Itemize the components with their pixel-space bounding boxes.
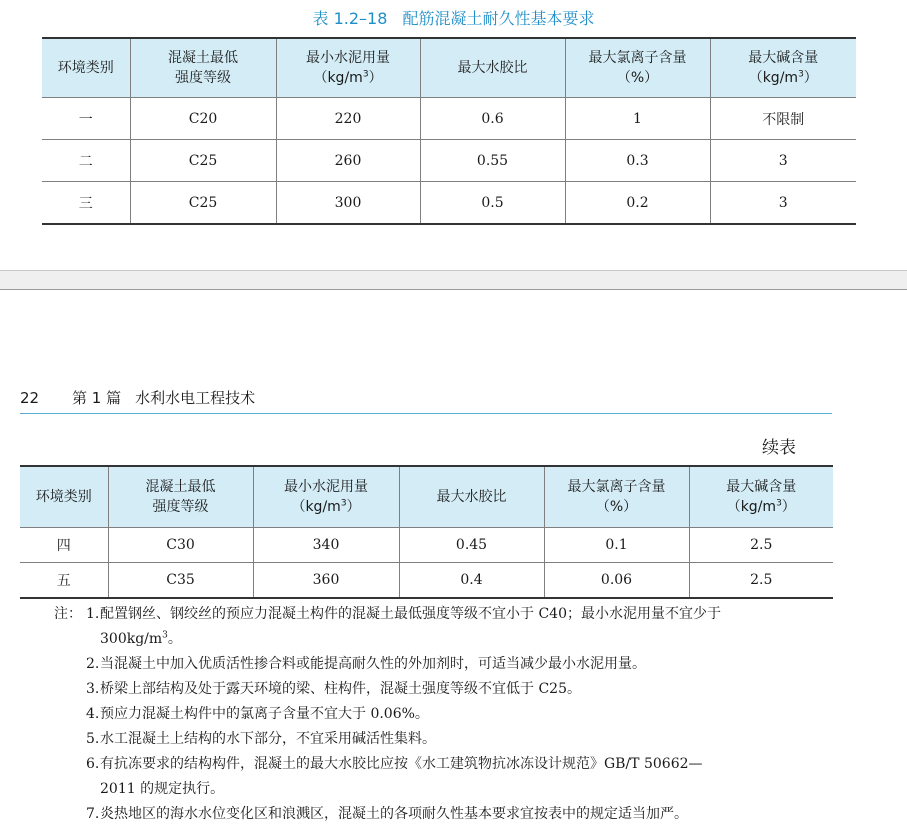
table-title: [0, 6, 907, 32]
cell-water-binder: 0.55: [420, 140, 565, 182]
cell-grade: C30: [108, 528, 253, 563]
cell-cement: 300: [276, 182, 420, 225]
header-water-binder: 最大水胶比: [420, 38, 565, 98]
header-grade: 混凝土最低 强度等级: [108, 466, 253, 528]
cell-env: 一: [42, 98, 130, 140]
cell-env: 二: [42, 140, 130, 182]
table-header-row: [20, 466, 833, 528]
table-number: 表 1.2–18: [312, 9, 388, 28]
table-notes: [54, 602, 844, 827]
header-grade: 混凝土最低 强度等级: [130, 38, 276, 98]
cell-chloride: 0.1: [544, 528, 689, 563]
cell-cement: 340: [253, 528, 399, 563]
cell-cement: 360: [253, 563, 399, 599]
header-water-binder: 最大水胶比: [399, 466, 544, 528]
table-row: [42, 182, 856, 225]
note-item: 7. 炎热地区的海水水位变化区和浪溅区，混凝土的各项耐久性基本要求宜按表中的规定适当加严。: [86, 806, 688, 822]
cell-chloride: 0.06: [544, 563, 689, 599]
header-env: 环境类别: [42, 38, 130, 98]
cell-water-binder: 0.6: [420, 98, 565, 140]
page-header: [20, 387, 832, 414]
cell-alkali: 2.5: [689, 563, 833, 599]
table-row: [42, 140, 856, 182]
header-env: 环境类别: [20, 466, 108, 528]
cell-cement: 260: [276, 140, 420, 182]
table-row: [42, 98, 856, 140]
cell-alkali: 2.5: [689, 528, 833, 563]
table-row: [20, 528, 833, 563]
cell-grade: C25: [130, 182, 276, 225]
cell-chloride: 0.3: [565, 140, 710, 182]
header-alkali: 最大碱含量 $(kg/m^3)$: [710, 38, 856, 98]
cell-water-binder: 0.45: [399, 528, 544, 563]
header-alkali: 最大碱含量 $(kg/m^3)$: [689, 466, 833, 528]
header-chloride: 最大氯离子含量 （%）: [544, 466, 689, 528]
cell-water-binder: 0.5: [420, 182, 565, 225]
cell-alkali: 3: [710, 182, 856, 225]
note-item: 1. 配置钢丝、钢绞丝的预应力混凝土构件的混凝土最低强度等级不宜小于 C40；最小水泥用量不宜少于 $300kg/m^3$。: [86, 606, 721, 647]
cell-grade: C20: [130, 98, 276, 140]
notes-lead: 注：: [54, 606, 82, 622]
continued-label: 续表: [762, 438, 796, 458]
cell-water-binder: 0.4: [399, 563, 544, 599]
part-label: 第 1 篇: [72, 389, 122, 407]
header-cement: 最小水泥用量 $(kg/m^3)$: [253, 466, 399, 528]
cell-env: 四: [20, 528, 108, 563]
cell-cement: 220: [276, 98, 420, 140]
cell-grade: C35: [108, 563, 253, 599]
note-item: 6. 有抗冻要求的结构构件，混凝土的最大水胶比应按《水工建筑物抗冰冻设计规范》GB/T 50662— 2011 的规定执行。: [86, 756, 703, 797]
cell-chloride: 1: [565, 98, 710, 140]
table-caption: 配筋混凝土耐久性基本要求: [402, 9, 595, 28]
section-title: 水利水电工程技术: [135, 389, 256, 407]
page-number: 22: [20, 389, 40, 407]
durability-table-continued: [20, 465, 833, 599]
note-item: 5. 水工混凝土上结构的水下部分，不宜采用碱活性集料。: [86, 731, 436, 747]
header-chloride: 最大氯离子含量 （%）: [565, 38, 710, 98]
cell-chloride: 0.2: [565, 182, 710, 225]
durability-table: [42, 37, 856, 225]
cell-alkali: 3: [710, 140, 856, 182]
note-item: 4. 预应力混凝土构件中的氯离子含量不宜大于 0.06%。: [86, 706, 429, 722]
page-gap-divider: [0, 270, 907, 290]
table-header-row: [42, 38, 856, 98]
cell-env: 三: [42, 182, 130, 225]
note-item: 2. 当混凝土中加入优质活性掺合料或能提高耐久性的外加剂时，可适当减少最小水泥用量。: [86, 656, 646, 672]
header-cement: 最小水泥用量 $(kg/m^3)$: [276, 38, 420, 98]
cell-env: 五: [20, 563, 108, 599]
cell-grade: C25: [130, 140, 276, 182]
cell-alkali: 不限制: [710, 98, 856, 140]
note-item: 3. 桥梁上部结构及处于露天环境的梁、柱构件，混凝土强度等级不宜低于 C25。: [86, 681, 581, 697]
table-row: [20, 563, 833, 599]
